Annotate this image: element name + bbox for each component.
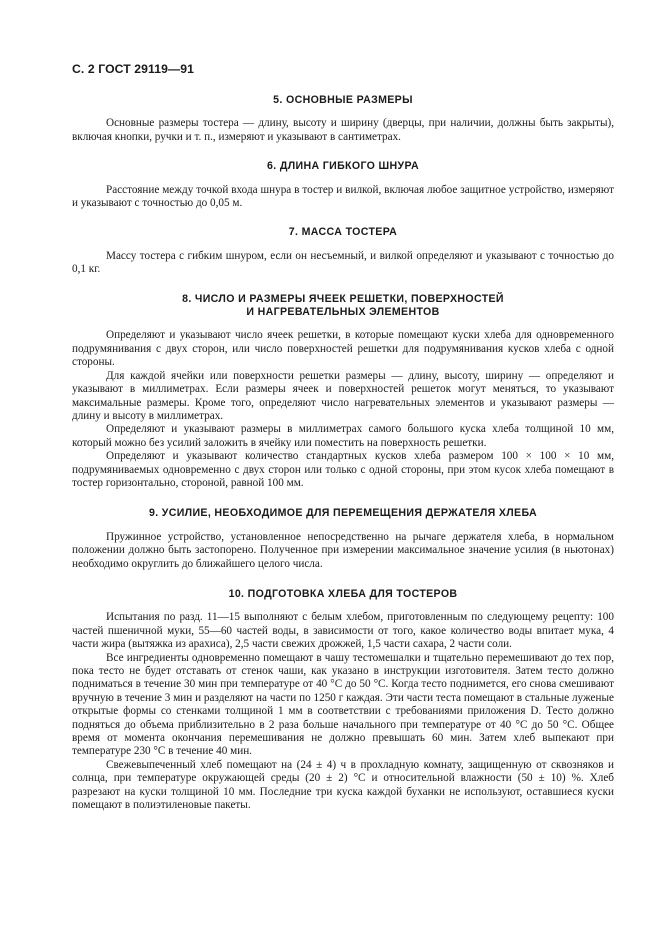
paragraph: Все ингредиенты одновременно помещают в чашу тестомешалки и тщательно перемешивают до тех пор, пока тесто не будет отставать от стенок чаши, как указано в инструкции изготовителя. Затем тесто должно подниматься в течение 30 мин при температуре от 40 °С до 50 °С. Когда тесто поднимется, его снова смешивают вручную в течение 3 мин и разделяют на части по 1250 г каждая. Эти части теста помещают в стальные луженые открытые формы со стенками толщиной 1 мм в соответствии с требованиями приложения D. Тесто должно подняться до объема приблизительно в 2 раза больше начального при температуре от 40 °С до 50 °С. Общее время от момента окончания перемешивания не должно превышать 60 мин. Затем хлеб выпекают при температуре 230 °С в течение 40 мин.: [72, 651, 614, 758]
running-head: С. 2 ГОСТ 29119—91: [72, 62, 195, 76]
section-title: [72, 306, 614, 319]
section-9: [72, 507, 614, 571]
paragraph: Определяют и указывают размеры в миллиметрах самого большого куска хлеба толщиной 10 мм, который можно без усилий заложить в ячейку или поместить на поверхность решетки.: [72, 423, 614, 449]
section-6: [72, 160, 614, 210]
section-5: [72, 94, 614, 144]
section-title: 9. УСИЛИЕ, НЕОБХОДИМОЕ ДЛЯ ПЕРЕМЕЩЕНИЯ ДЕРЖАТЕЛЯ ХЛЕБА: [148, 507, 538, 520]
paragraph: Свежевыпеченный хлеб помещают на (24 ± 4) ч в прохладную комнату, защищенную от сквозняков и солнца, при температуре окружающей среды (20 ± 2) °С и относительной влажности (50 ± 10) %. Хлеб разрезают на куски толщиной 10 мм. Последние три куска каждой буханки не используют, оставшиеся куски помещают в полиэтиленовые пакеты.: [72, 758, 614, 812]
paragraph: Пружинное устройство, установленное непосредственно на рычаге держателя хлеба, в нормальном положении должно быть застопорено. Полученное при измерении максимальное значение усилия (в ньютонах) необходимо округлить до ближайшего целого числа.: [72, 530, 614, 570]
section-10: [72, 588, 614, 813]
section-8: [72, 293, 614, 491]
paragraph: Основные размеры тостера — длину, высоту и ширину (дверцы, при наличии, должны быть закрыты), включая кнопки, ручки и т. п., измеряют и указывают в сантиметрах.: [72, 117, 614, 143]
paragraph: Для каждой ячейки или поверхности решетки размеры — длину, высоту, ширину — определяют и указывают в миллиметрах. Если размеры ячеек и поверхностей решеток могут меняться, то указывают максимальные размеры. Кроме того, определяют число нагревательных элементов и указывают размеры — длину и высоту в миллиметрах.: [72, 369, 614, 422]
section-title: 6. ДЛИНА ГИБКОГО ШНУРА: [267, 160, 419, 173]
paragraph: Массу тостера с гибким шнуром, если он несъемный, и вилкой определяют и указывают с точностью до 0,1 кг.: [72, 249, 614, 276]
paragraph: Расстояние между точкой входа шнура в тостер и вилкой, включая любое защитное устройство, измеряют и указывают с точностью до 0,05 м.: [72, 183, 614, 210]
paragraph: Определяют и указывают количество стандартных кусков хлеба размером 100 × 100 × 10 мм, подрумяниваемых одновременно с двух сторон или только с одной стороны, при этом кусок хлеба помещают в тостер горизонтально, стороной, равной 100 мм.: [72, 450, 614, 489]
section-title-line: И НАГРЕВАТЕЛЬНЫХ ЭЛЕМЕНТОВ: [246, 306, 440, 319]
section-title-line: 8. ЧИСЛО И РАЗМЕРЫ ЯЧЕЕК РЕШЕТКИ, ПОВЕРХНОСТЕЙ: [182, 292, 504, 305]
section-title: [72, 293, 614, 306]
section-title: 10. ПОДГОТОВКА ХЛЕБА ДЛЯ ТОСТЕРОВ: [228, 587, 458, 600]
section-7: [72, 226, 614, 276]
paragraph: Испытания по разд. 11—15 выполняют с белым хлебом, приготовленным по следующему рецепту: 100 частей пшеничной муки, 55—60 частей воды, в зависимости от того, какое количество воды впитает мука, 4 части жира (вытяжка из арахиса), 2,5 части свежих дрожжей, 1,5 части сахара, 2 части соли.: [72, 611, 614, 651]
section-title: 7. МАССА ТОСТЕРА: [288, 226, 398, 239]
section-title: 5. ОСНОВНЫЕ РАЗМЕРЫ: [273, 94, 413, 106]
paragraph: Определяют и указывают число ячеек решетки, в которые помещают куски хлеба для одновременного подрумянивания с двух сторон, или число поверхностей решетки для подрумянивания кусков хлеба с одной стороны.: [72, 329, 614, 369]
